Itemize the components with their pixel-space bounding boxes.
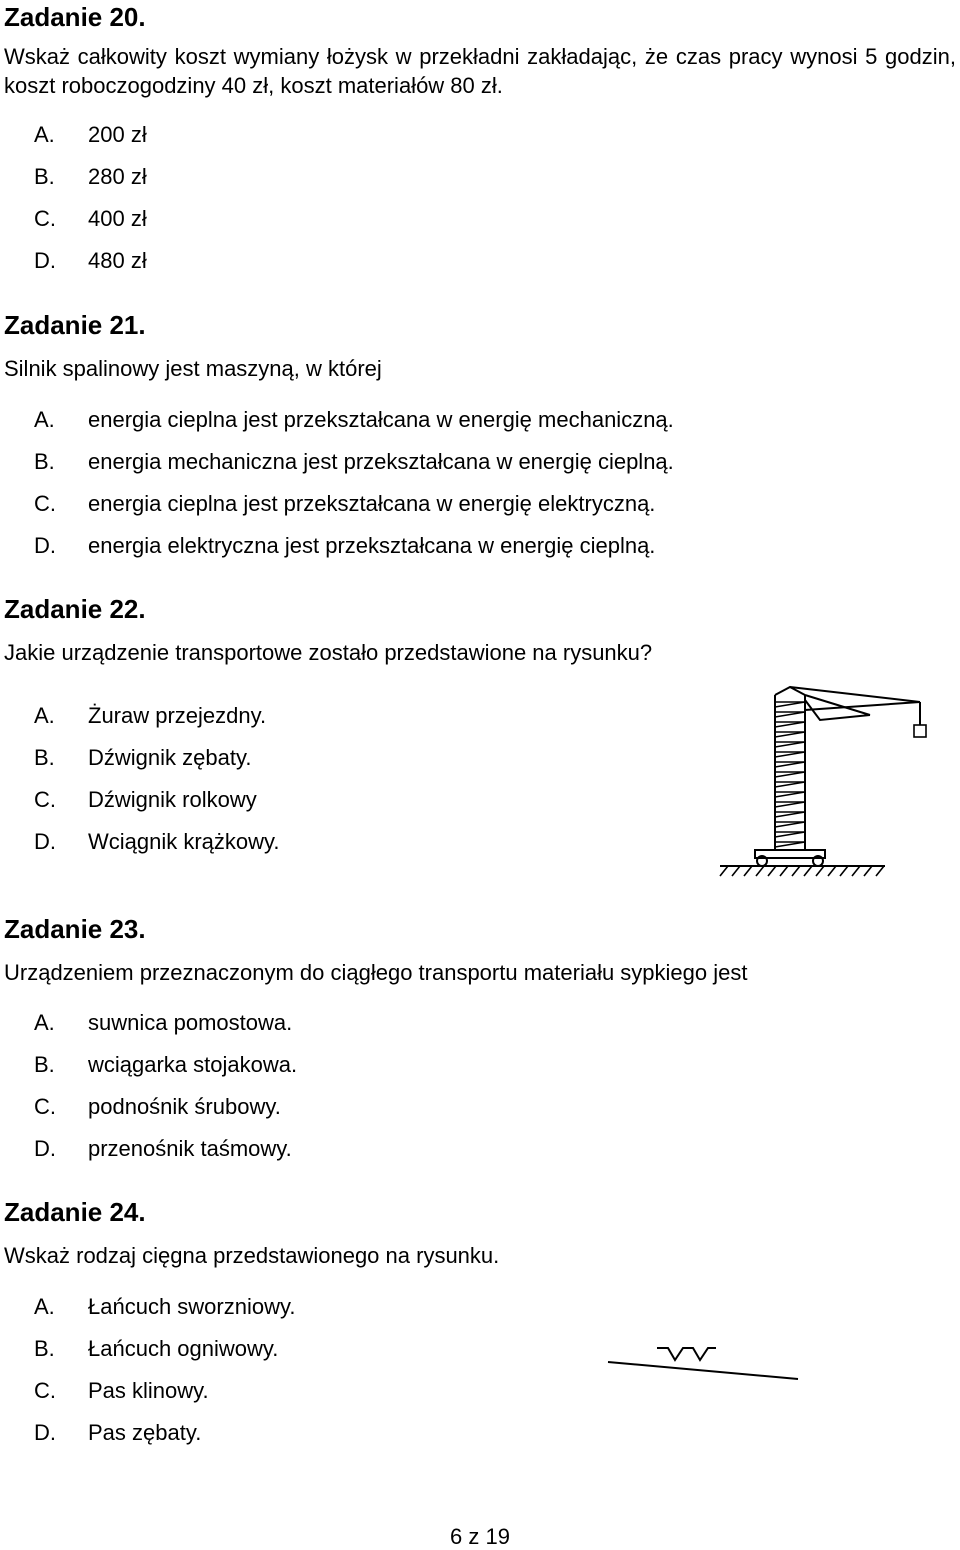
task-21-option-a-text: energia cieplna jest przekształcana w energię mechaniczną. xyxy=(88,407,674,432)
task-23-option-c-letter: C. xyxy=(34,1094,56,1119)
task-21-option-b-letter: B. xyxy=(34,449,55,474)
task-23-title: Zadanie 23. xyxy=(4,914,146,944)
task-22-option-a-text: Żuraw przejezdny. xyxy=(88,703,267,728)
crane-carriage xyxy=(755,850,825,866)
task-20-option-a-text: 200 zł xyxy=(88,122,147,147)
task-22-option-c-text: Dźwignik rolkowy xyxy=(88,787,257,812)
belt-line xyxy=(608,1362,798,1379)
task-20-option-b-text: 280 zł xyxy=(88,164,147,189)
task-22-option-d-letter: D. xyxy=(34,829,56,854)
task-22-option-b-text: Dźwignik zębaty. xyxy=(88,745,252,770)
task-20-option-d-letter: D. xyxy=(34,248,56,273)
task-22-option-c-letter: C. xyxy=(34,787,56,812)
task-24-option-a-letter: A. xyxy=(34,1294,55,1319)
task-20-question: Wskaż całkowity koszt wymiany łożysk w przekładni zakładając, że czas pracy wynosi 5 godzin, koszt roboczogodziny 40 zł, koszt materiałów 80 zł. xyxy=(4,44,956,98)
task-24-option-d-letter: D. xyxy=(34,1420,56,1445)
crane-tower xyxy=(775,687,805,850)
task-24-title: Zadanie 24. xyxy=(4,1197,146,1227)
task-22-option-b-letter: B. xyxy=(34,745,55,770)
toothed-belt-drawing xyxy=(605,1340,805,1385)
task-20-option-a-letter: A. xyxy=(34,122,55,147)
task-21-question: Silnik spalinowy jest maszyną, w której xyxy=(4,356,382,381)
task-24-option-b-text: Łańcuch ogniwowy. xyxy=(88,1336,279,1361)
task-23-option-b-text: wciągarka stojakowa. xyxy=(88,1052,298,1077)
task-23-option-b-letter: B. xyxy=(34,1052,55,1077)
task-23-option-c-text: podnośnik śrubowy. xyxy=(88,1094,281,1119)
task-24-option-c-letter: C. xyxy=(34,1378,56,1403)
task-21-option-c-text: energia cieplna jest przekształcana w energię elektryczną. xyxy=(88,491,656,516)
task-20-option-c-text: 400 zł xyxy=(88,206,147,231)
task-22-option-d-text: Wciągnik krążkowy. xyxy=(88,829,280,854)
task-23-question: Urządzeniem przeznaczonym do ciągłego transportu materiału sypkiego jest xyxy=(4,960,748,985)
task-24-option-b-letter: B. xyxy=(34,1336,55,1361)
task-21-option-c-letter: C. xyxy=(34,491,56,516)
task-24-option-d-text: Pas zębaty. xyxy=(88,1420,202,1445)
task-23-option-a-letter: A. xyxy=(34,1010,55,1035)
task-21-option-d-letter: D. xyxy=(34,533,56,558)
task-22-question: Jakie urządzenie transportowe zostało przedstawione na rysunku? xyxy=(4,640,653,665)
task-21-option-d-text: energia elektryczna jest przekształcana w energię cieplną. xyxy=(88,533,656,558)
task-20-option-d-text: 480 zł xyxy=(88,248,147,273)
ground-hatching xyxy=(720,866,885,876)
task-23-option-d-letter: D. xyxy=(34,1136,56,1161)
task-24-option-c-text: Pas klinowy. xyxy=(88,1378,209,1403)
task-20-option-b-letter: B. xyxy=(34,164,55,189)
task-21-option-b-text: energia mechaniczna jest przekształcana w energię cieplną. xyxy=(88,449,674,474)
crane-drawing xyxy=(700,680,940,880)
crane-jib xyxy=(790,687,926,737)
task-20-title: Zadanie 20. xyxy=(4,2,146,32)
task-21-option-a-letter: A. xyxy=(34,407,55,432)
task-20-option-c-letter: C. xyxy=(34,206,56,231)
task-22-title: Zadanie 22. xyxy=(4,594,146,624)
task-23-option-d-text: przenośnik taśmowy. xyxy=(88,1136,292,1161)
task-21-title: Zadanie 21. xyxy=(4,310,146,340)
task-23-option-a-text: suwnica pomostowa. xyxy=(88,1010,293,1035)
page-number: 6 z 19 xyxy=(450,1524,510,1549)
task-24-question: Wskaż rodzaj cięgna przedstawionego na rysunku. xyxy=(4,1243,500,1268)
task-24-option-a-text: Łańcuch sworzniowy. xyxy=(88,1294,296,1319)
belt-teeth-profile xyxy=(657,1348,716,1360)
task-22-option-a-letter: A. xyxy=(34,703,55,728)
